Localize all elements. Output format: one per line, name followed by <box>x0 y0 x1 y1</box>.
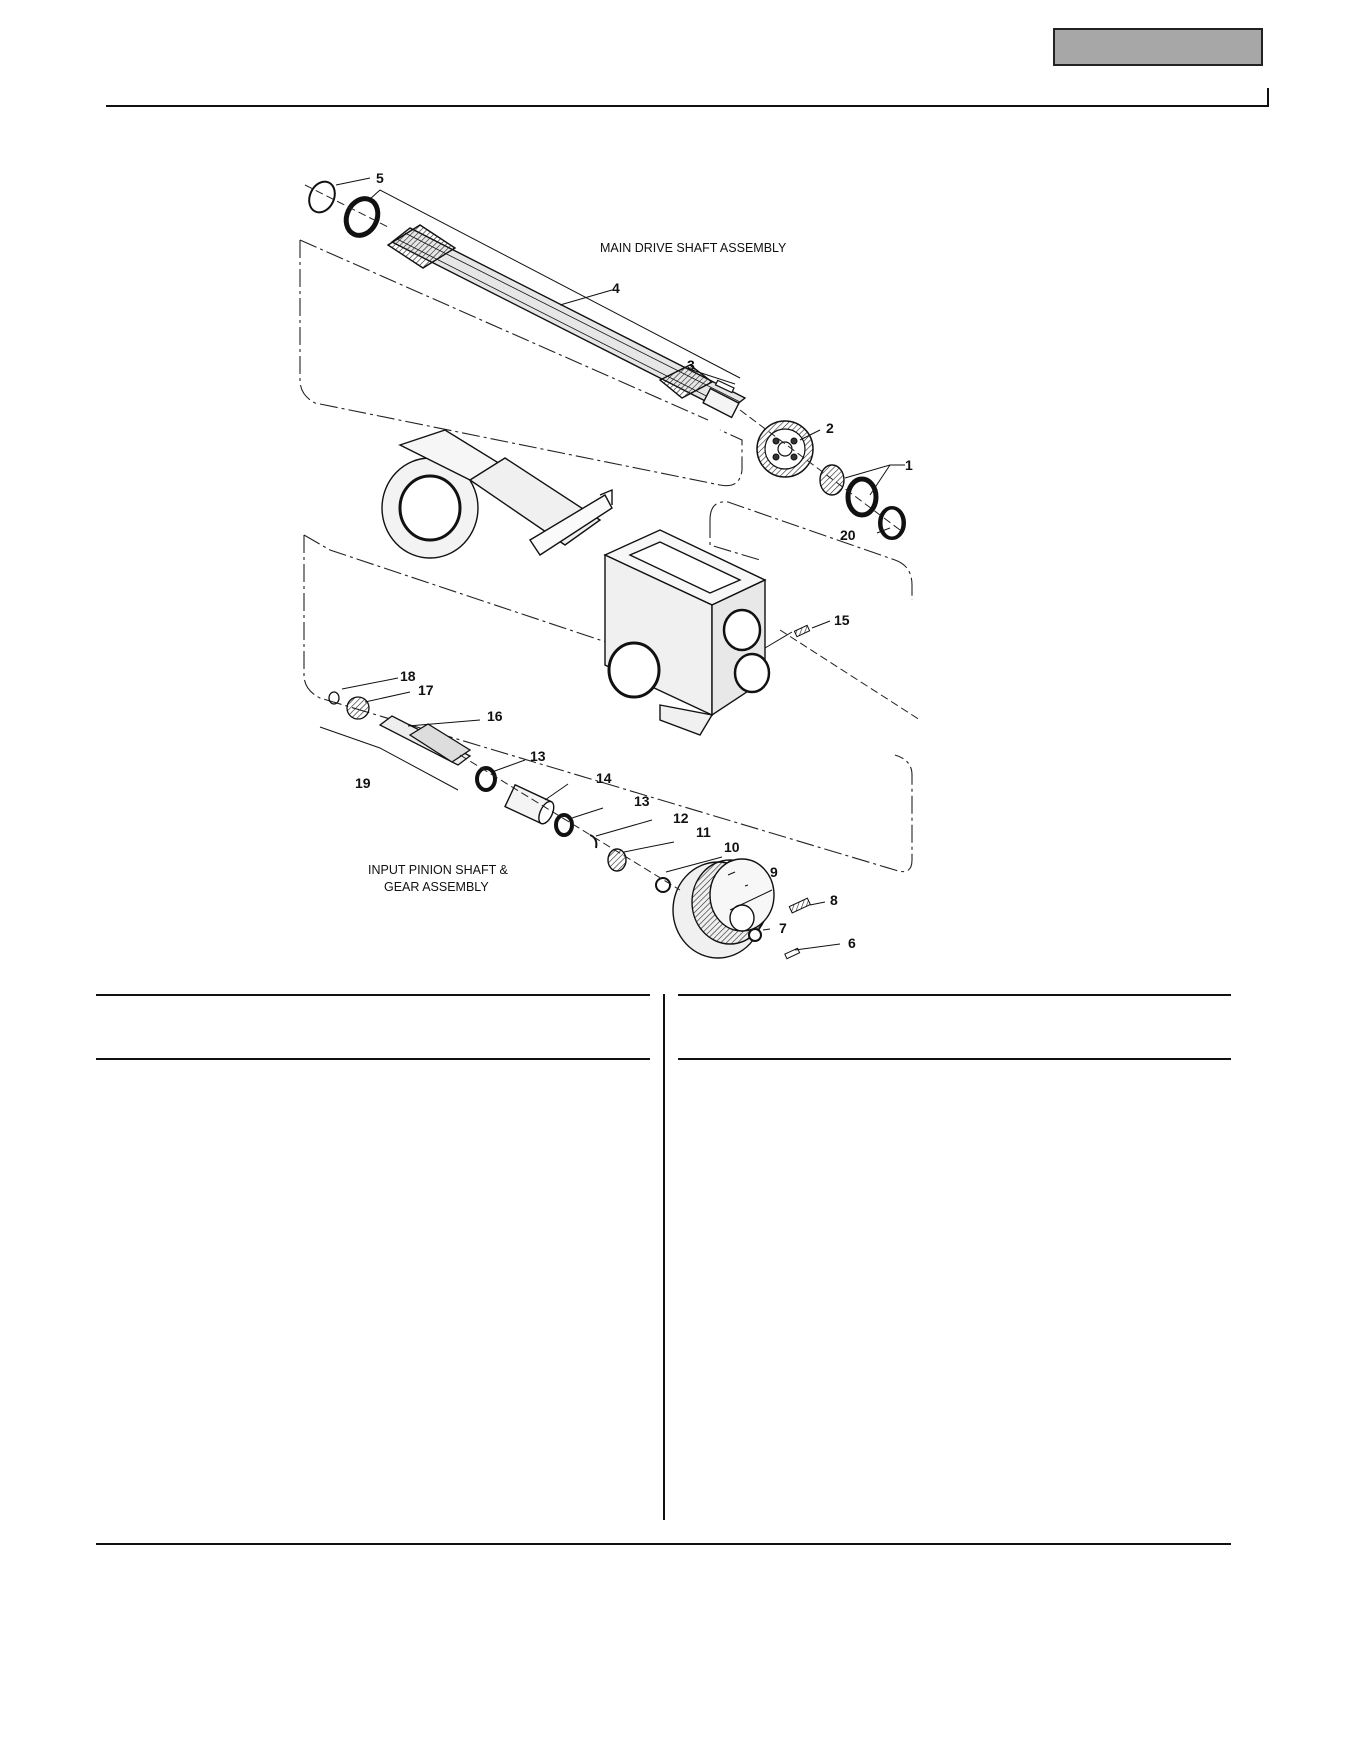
callout-1: 1 <box>905 457 913 473</box>
callout-14: 14 <box>596 770 612 786</box>
callout-17: 17 <box>418 682 434 698</box>
callout-19: 19 <box>355 775 371 791</box>
right-table-top-rule <box>678 994 1231 996</box>
callout-6: 6 <box>848 935 856 951</box>
pulley-key <box>789 898 810 913</box>
snap-ring-and-bearing <box>304 177 383 240</box>
left-table-header-rule <box>96 1058 650 1060</box>
gearbox-housing <box>605 530 769 735</box>
input-pinion-title-line2: GEAR ASSEMBLY <box>384 880 489 894</box>
callout-20: 20 <box>840 527 856 543</box>
setscrew <box>794 625 809 636</box>
callout-18: 18 <box>400 668 416 684</box>
callout-13b: 13 <box>634 793 650 809</box>
left-table-top-rule <box>96 994 650 996</box>
snap-ring <box>879 507 905 539</box>
callout-3: 3 <box>687 357 695 373</box>
drive-tube-housing <box>382 430 612 558</box>
callout-11: 11 <box>696 824 711 840</box>
callout-4: 4 <box>612 280 620 296</box>
input-pinion-shaft <box>329 692 470 765</box>
column-divider <box>663 994 665 1520</box>
main-drive-shaft-title: MAIN DRIVE SHAFT ASSEMBLY <box>600 241 787 255</box>
page-bottom-rule <box>96 1543 1231 1545</box>
pulley <box>673 859 774 958</box>
washer <box>749 929 761 941</box>
callout-10: 10 <box>724 839 740 855</box>
input-pinion-title-line1: INPUT PINION SHAFT & <box>368 863 508 877</box>
callout-5: 5 <box>376 170 384 186</box>
callout-16: 16 <box>487 708 503 724</box>
callout-13a: 13 <box>530 748 546 764</box>
right-table-header-rule <box>678 1058 1231 1060</box>
callout-9: 9 <box>770 864 778 880</box>
callout-8: 8 <box>830 892 838 908</box>
callout-12: 12 <box>673 810 689 826</box>
callout-15: 15 <box>834 612 850 628</box>
bearing-assembly <box>820 465 903 538</box>
callout-7: 7 <box>779 920 787 936</box>
callout-2: 2 <box>826 420 834 436</box>
